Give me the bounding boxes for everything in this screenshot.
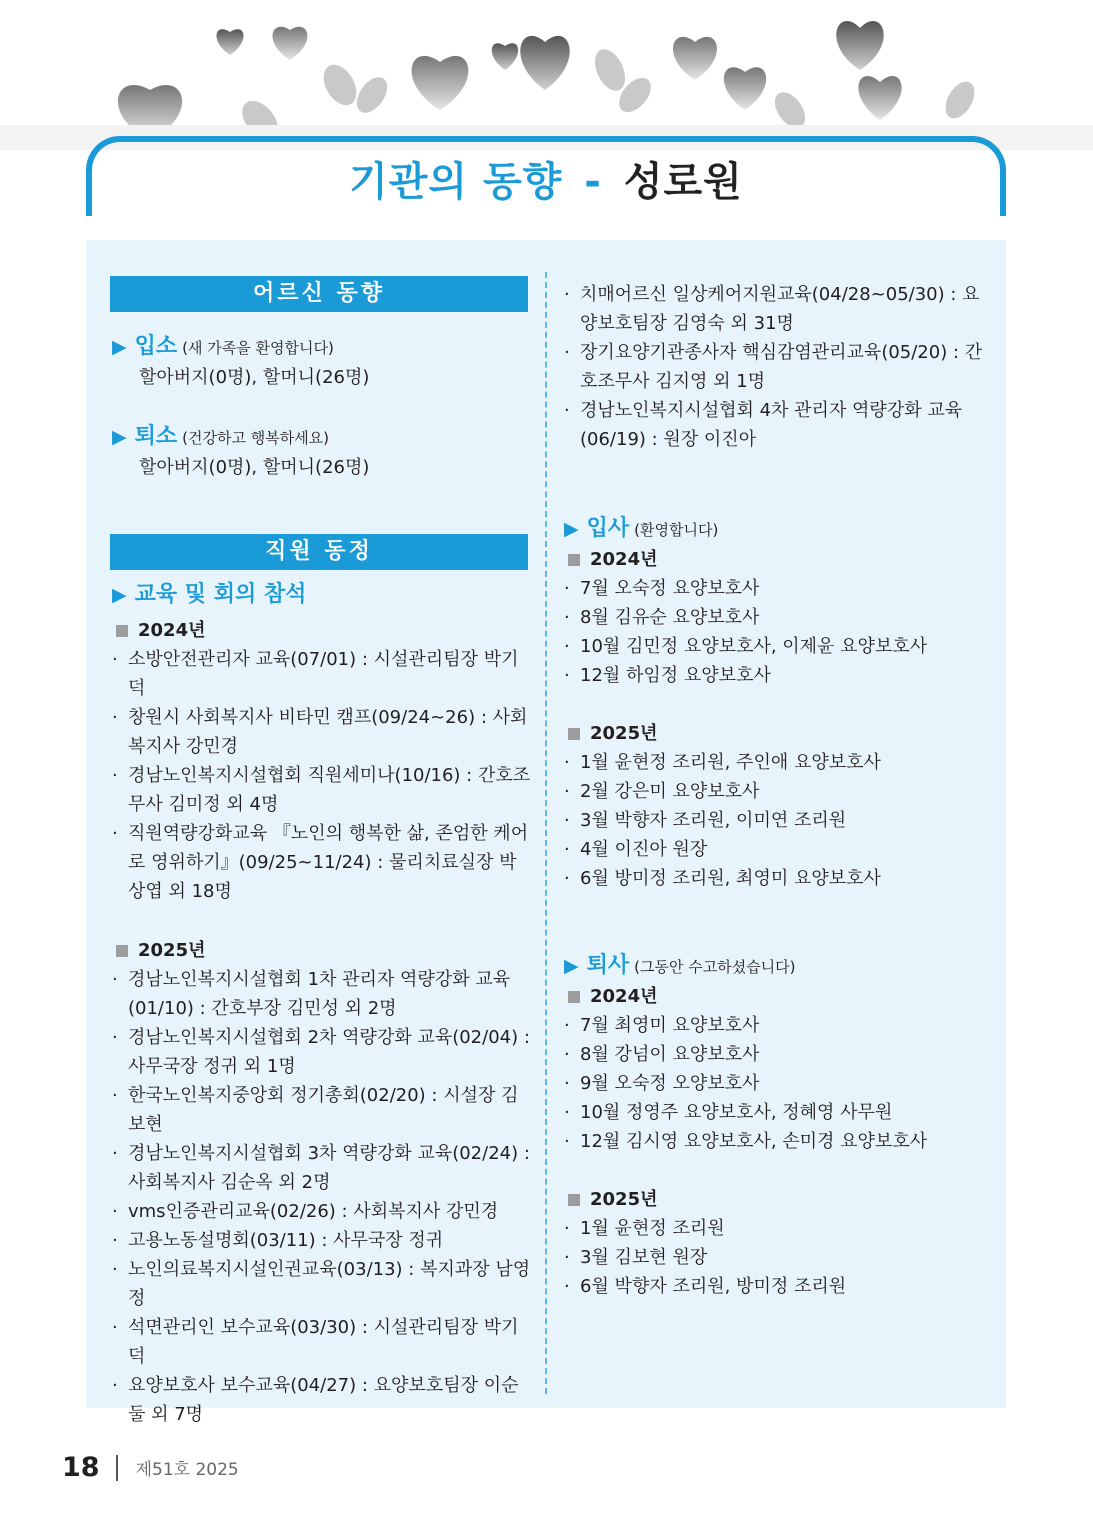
list-item: · 경남노인복지시설협회 3차 역량강화 교육(02/24) : 사회복지사 김순옥 외 2명 (112, 1143, 530, 1193)
edu-2025-list (112, 965, 532, 1429)
admission-title: 입소 (134, 334, 178, 359)
hire-title: 입사 (586, 516, 630, 541)
square-bullet-icon (568, 554, 580, 566)
leave-2025-year: 2025년 (564, 1185, 984, 1214)
title-part1: 기관의 동향 (349, 159, 563, 205)
triangle-bullet-icon: ▶ (112, 584, 127, 606)
list-item: · 6월 박향자 조리원, 방미정 조리원 (564, 1276, 847, 1297)
page-title (86, 150, 1006, 207)
list-item: · 치매어르신 일상케어지원교육(04/28~05/30) : 요양보호팀장 김영숙 외 31명 (564, 284, 980, 334)
education-title: 교육 및 회의 참석 (134, 582, 307, 607)
hire-note: (환영합니다) (634, 521, 719, 539)
page-number: 18 (62, 1452, 100, 1483)
list-item: · 소방안전관리자 교육(07/01) : 시설관리팀장 박기덕 (112, 649, 519, 699)
list-item: · 2월 강은미 요양보호사 (564, 781, 760, 802)
left-column (112, 276, 532, 1429)
list-item: · 한국노인복지중앙회 정기총회(02/20) : 시설장 김보현 (112, 1085, 519, 1135)
leave-2025-list (564, 1214, 984, 1301)
column-divider (545, 272, 547, 1394)
list-item: · 경남노인복지시설협회 1차 관리자 역량강화 교육(01/10) : 간호부장 김민성 외 2명 (112, 969, 511, 1019)
list-item: · 경남노인복지시설협회 2차 역량강화 교육(02/04) : 사무국장 정귀 외 1명 (112, 1027, 530, 1077)
page-footer (62, 1452, 239, 1483)
heart-decoration-illustration (0, 0, 1093, 150)
list-item: · 12월 하임정 요양보호사 (564, 665, 771, 686)
list-item: · 12월 김시영 요양보호사, 손미경 요양보호사 (564, 1131, 928, 1152)
right-column (564, 280, 984, 1301)
discharge-title: 퇴소 (134, 424, 178, 449)
list-item: · 3월 박향자 조리원, 이미연 조리원 (564, 810, 847, 831)
year-2024-label: 2024년 (112, 616, 532, 645)
leave-title: 퇴사 (586, 953, 630, 978)
elders-section-bar: 어르신 동향 (110, 276, 528, 312)
edu-2024-list (112, 645, 532, 906)
list-item: · 4월 이진아 원장 (564, 839, 708, 860)
discharge-note: (건강하고 행복하세요) (182, 429, 330, 447)
square-bullet-icon (116, 625, 128, 637)
list-item: · vms인증관리교육(02/26) : 사회복지사 강민경 (112, 1201, 499, 1222)
square-bullet-icon (116, 945, 128, 957)
list-item: · 9월 오숙정 오양보호사 (564, 1073, 760, 1094)
admission-heading (112, 332, 532, 363)
triangle-bullet-icon: ▶ (564, 518, 579, 540)
title-part2: 성로원 (623, 159, 743, 205)
list-item: · 고용노동설명회(03/11) : 사무국장 정귀 (112, 1230, 444, 1251)
staff-section-bar: 직원 동정 (110, 534, 528, 570)
list-item: · 경남노인복지시설협회 직원세미나(10/16) : 간호조무사 김미정 외 4명 (112, 765, 531, 815)
list-item: · 노인의료복지시설인권교육(03/13) : 복지과장 남영정 (112, 1259, 531, 1309)
leave-2024-list (564, 1011, 984, 1156)
list-item: · 직원역량강화교육 『노인의 행복한 삶, 존엄한 케어로 영위하기』(09/25~11/24) : 물리치료실장 박상엽 외 18명 (112, 823, 529, 902)
hire-2025-year: 2025년 (564, 719, 984, 748)
list-item: · 8월 강넘이 요양보호사 (564, 1044, 760, 1065)
leave-heading (564, 951, 984, 982)
list-item: · 6월 방미정 조리원, 최영미 요양보호사 (564, 868, 881, 889)
hire-2025-list (564, 748, 984, 893)
list-item: · 석면관리인 보수교육(03/30) : 시설관리팀장 박기덕 (112, 1317, 519, 1367)
year-2025-label: 2025년 (112, 936, 532, 965)
list-item: · 3월 김보현 원장 (564, 1247, 708, 1268)
triangle-bullet-icon: ▶ (564, 955, 579, 977)
list-item: · 창원시 사회복지사 비타민 캠프(09/24~26) : 사회복지사 강민경 (112, 707, 528, 757)
discharge-heading (112, 422, 532, 453)
list-item: · 경남노인복지시설협회 4차 관리자 역량강화 교육(06/19) : 원장 이진아 (564, 400, 963, 450)
list-item: · 7월 최영미 요양보호사 (564, 1015, 760, 1036)
square-bullet-icon (568, 1194, 580, 1206)
footer-separator (116, 1455, 118, 1481)
edu-continued-list (564, 280, 984, 454)
hire-heading (564, 514, 984, 545)
hire-2024-list (564, 574, 984, 690)
triangle-bullet-icon: ▶ (112, 426, 127, 448)
issue-label: 제51호 2025 (135, 1460, 239, 1480)
hire-2024-year: 2024년 (564, 545, 984, 574)
list-item: · 8월 김유순 요양보호사 (564, 607, 760, 628)
list-item: · 요양보호사 보수교육(04/27) : 요양보호팀장 이순둘 외 7명 (112, 1375, 519, 1425)
title-dash: - (584, 159, 602, 205)
square-bullet-icon (568, 728, 580, 740)
list-item: · 7월 오숙정 요양보호사 (564, 578, 760, 599)
admission-text: 할아버지(0명), 할머니(26명) (139, 367, 370, 388)
list-item: · 10월 정영주 요양보호사, 정혜영 사무원 (564, 1102, 893, 1123)
triangle-bullet-icon: ▶ (112, 336, 127, 358)
list-item: · 10월 김민정 요양보호사, 이제윤 요양보호사 (564, 636, 928, 657)
leave-note: (그동안 수고하셨습니다) (634, 958, 796, 976)
discharge-text: 할아버지(0명), 할머니(26명) (139, 457, 370, 478)
education-heading (112, 580, 532, 610)
leave-2024-year: 2024년 (564, 982, 984, 1011)
list-item: · 장기요양기관종사자 핵심감염관리교육(05/20) : 간호조무사 김지영 외 1명 (564, 342, 983, 392)
admission-note: (새 가족을 환영합니다) (182, 339, 334, 357)
list-item: · 1월 윤현정 조리원 (564, 1218, 725, 1239)
list-item: · 1월 윤현정 조리원, 주인애 요양보호사 (564, 752, 881, 773)
square-bullet-icon (568, 991, 580, 1003)
